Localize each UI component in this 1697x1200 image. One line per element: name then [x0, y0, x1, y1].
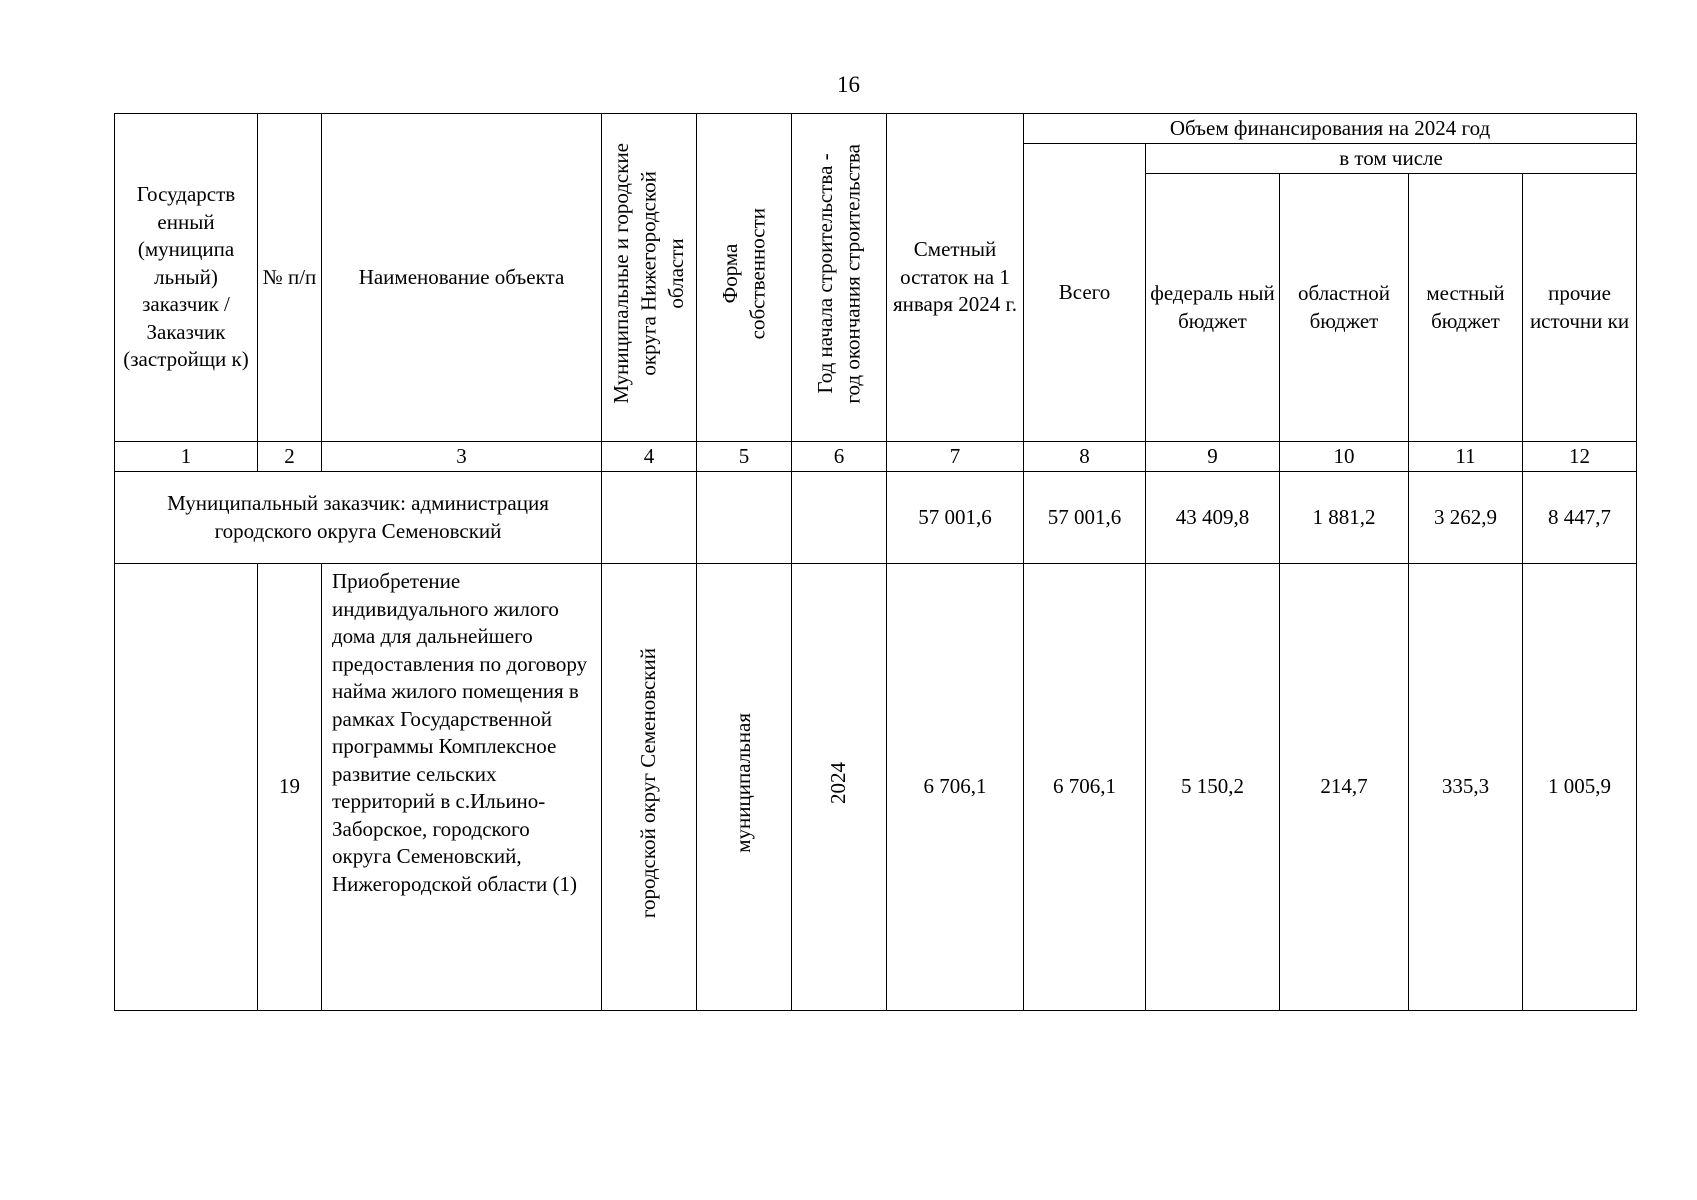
- header-other: прочие источни ки: [1523, 174, 1637, 442]
- column-numbers-row: [115, 442, 1637, 472]
- column-number: 8: [1024, 442, 1146, 472]
- column-number: 7: [887, 442, 1024, 472]
- header-balance: Сметный остаток на 1 января 2024 г.: [887, 114, 1024, 442]
- group-local: 3 262,9: [1409, 472, 1523, 564]
- column-number: 3: [322, 442, 602, 472]
- group-title: Муниципальный заказчик: администрация городского округа Семеновский: [115, 472, 602, 564]
- header-ownership: [697, 114, 792, 442]
- group-total: 57 001,6: [1024, 472, 1146, 564]
- group-districts-empty: [602, 472, 697, 564]
- object-district: городской округ Семеновский: [636, 648, 661, 919]
- header-years: [792, 114, 887, 442]
- header-districts-line-2: округа Нижегородской: [636, 171, 661, 376]
- header-districts: [602, 114, 697, 442]
- header-years-line-2: год окончания строительства: [840, 143, 864, 404]
- object-federal: 5 150,2: [1146, 564, 1280, 1011]
- header-local: местный бюджет: [1409, 174, 1523, 442]
- object-years: 2024: [826, 762, 851, 805]
- object-customer-empty: [115, 564, 258, 1011]
- column-number: 11: [1409, 442, 1523, 472]
- header-districts-line-1: Муниципальные и городские: [608, 143, 633, 405]
- column-number: 5: [697, 442, 792, 472]
- object-years-cell: [792, 564, 887, 1011]
- group-federal: 43 409,8: [1146, 472, 1280, 564]
- object-local: 335,3: [1409, 564, 1523, 1011]
- object-total: 6 706,1: [1024, 564, 1146, 1011]
- object-row-number: 19: [258, 564, 322, 1011]
- column-number: 4: [602, 442, 697, 472]
- group-row: [115, 472, 1637, 564]
- object-other: 1 005,9: [1523, 564, 1637, 1011]
- column-number: 9: [1146, 442, 1280, 472]
- group-ownership-empty: [697, 472, 792, 564]
- header-row-number: № п/п: [258, 114, 322, 442]
- page-number: 16: [837, 72, 860, 97]
- group-years-empty: [792, 472, 887, 564]
- header-federal: федераль ный бюджет: [1146, 174, 1280, 442]
- object-ownership: муниципальная: [731, 713, 756, 854]
- header-customer: Государств енный (муниципа льный) заказчик / Заказчик (застройщи к): [115, 114, 258, 442]
- column-number: 10: [1280, 442, 1409, 472]
- header-total: Всего: [1024, 144, 1146, 442]
- column-number: 6: [792, 442, 887, 472]
- object-name: Приобретение индивидуального жилого дома для дальнейшего предоставления по договору найма жилого помещения в рамках Государственной программы Комплексное развитие сельских территорий в с.Ильино-Заборское, городского округа Семеновский, Нижегородской области (1): [322, 564, 602, 1011]
- object-regional: 214,7: [1280, 564, 1409, 1011]
- object-row: [115, 564, 1637, 1011]
- object-ownership-cell: [697, 564, 792, 1011]
- group-other: 8 447,7: [1523, 472, 1637, 564]
- column-number: 2: [258, 442, 322, 472]
- header-ownership-line-2: собственности: [745, 208, 769, 340]
- financing-table: [114, 113, 1637, 1011]
- group-regional: 1 881,2: [1280, 472, 1409, 564]
- column-number: 1: [115, 442, 258, 472]
- group-balance: 57 001,6: [887, 472, 1024, 564]
- header-districts-line-3: области: [663, 238, 688, 309]
- object-district-cell: [602, 564, 697, 1011]
- header-regional: областной бюджет: [1280, 174, 1409, 442]
- header-ownership-line-1: Форма: [717, 243, 742, 304]
- object-balance: 6 706,1: [887, 564, 1024, 1011]
- column-number: 12: [1523, 442, 1637, 472]
- header-years-line-1: Год начала строительства -: [812, 153, 837, 394]
- header-including: в том числе: [1146, 144, 1637, 174]
- header-funding-title: Объем финансирования на 2024 год: [1024, 114, 1637, 144]
- header-object-name: Наименование объекта: [322, 114, 602, 442]
